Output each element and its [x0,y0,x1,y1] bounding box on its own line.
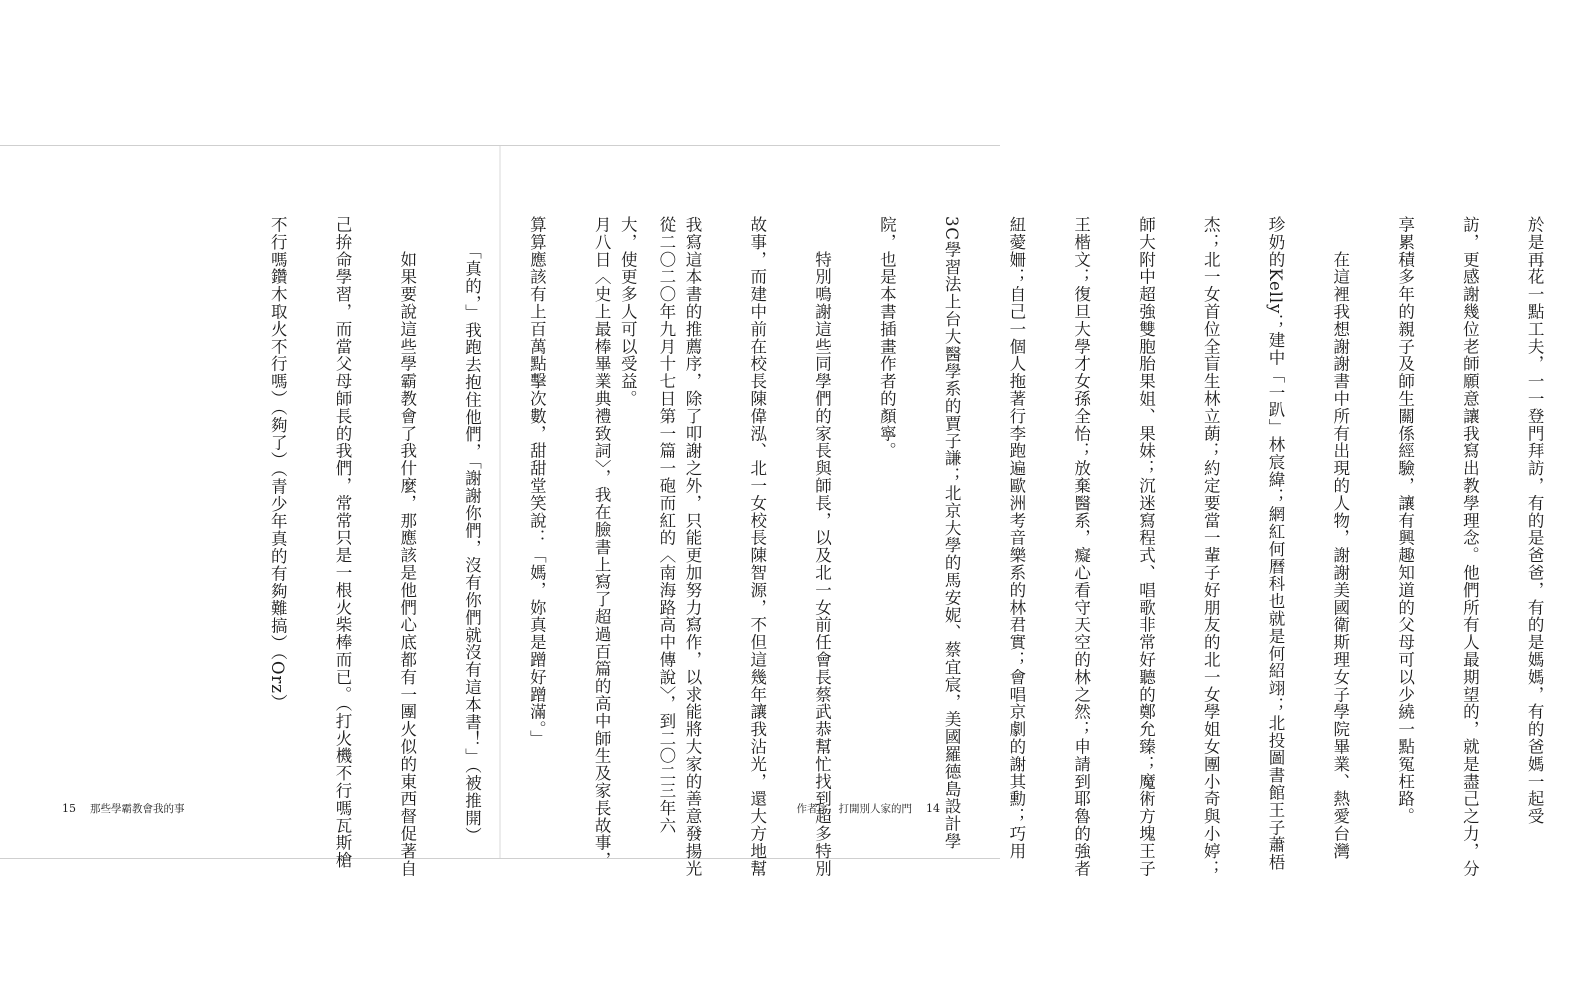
text-line: 享累積多年的親子及師生關係經驗，讓有興趣知道的父母可以少繞一點冤枉路。 [1395,216,1415,825]
text-line: 於是再花一點工夫，一一登門拜訪，有的是爸爸，有的是媽媽，有的爸媽一起受 [1525,216,1545,825]
text-line: 大，使更多人可以受益。 [618,216,638,408]
text-line: 王楷文；復旦大學才女孫全怡；放棄醫系，癡心看守天空的林之然；申請到耶魯的強者 [1071,216,1091,878]
text-line: 從二〇二〇年九月十七日第一篇一砲而紅的〈南海路高中傳說〉，到二〇二三年六 [656,216,676,835]
text-line: 我寫這本書的推薦序，除了叩謝之外，只能更加努力寫作，以求能將大家的善意發揚光 [682,216,702,878]
running-title: 作者序．打開別人家的門 [796,803,912,815]
text-line: 杰；北一女首位全盲生林立蓢；約定要當一輩子好朋友的北一女學姐女團小奇與小婷； [1201,216,1221,878]
text-line: 珍奶的Kelly；建中「一趴」林宸緯；網紅何曆科也就是何紹翊；北投圖書館王子蕭梧 [1266,216,1285,872]
text-line: 不行嗎鑽木取火不行嗎）（夠了）（青少年真的有夠難搞）（Orz） [268,216,288,712]
text-line: 在這裡我想謝謝書中所有出現的人物，謝謝美國衛斯理女子學院畢業、熱愛台灣 [1330,216,1350,860]
text-line: 特別鳴謝這些同學們的家長與師長，以及北一女前任會長蔡武恭幫忙找到超多特別 [812,216,832,878]
left-page-body [245,216,720,878]
text-line: 故事，而建中前在校長陳偉泓、北一女校長陳智源，不但這幾年讓我沾光，還大方地幫 [747,216,767,878]
text-line: 3C學習法上台大醫學系的賈子謙；北京大學的馬安妮、蔡宜宸，美國羅德島設計學 [942,216,962,850]
text-line: 師大附中超強雙胞胎果姐、果妹；沉迷寫程式、唱歌非常好聽的鄭允臻；魔術方塊王子 [1136,216,1156,878]
right-page-footer [797,801,941,816]
text-line: 「真的，」我跑去抱住他們，「謝謝你們，沒有你們就沒有這本書！」（被推開） [462,216,482,845]
page-number: 15 [62,802,76,815]
page-number: 14 [926,802,940,815]
text-line: 紐薆姍；自己一個人拖著行李跑遍歐洲考音樂系的林君實；會唱京劇的謝其勳；巧用 [1006,216,1026,860]
text-line: 如果要說這些學霸教會了我什麼，那應該是他們心底都有一團火似的東西督促著自 [397,216,417,878]
text-line: 訪，更感謝幾位老師願意讓我寫出教學理念。他們所有人最期望的，就是盡己之力，分 [1460,216,1480,878]
text-line: 己拚命學習，而當父母師長的我們，常常只是一根火柴棒而已。（打火機不行嗎瓦斯槍 [332,216,352,869]
text-line: 算算應該有上百萬點擊次數，甜甜堂笑說：「媽，妳真是蹭好蹭滿。」 [527,216,547,748]
running-title: 那些學霸教會我的事 [90,803,185,815]
text-line: 月八日〈史上最棒畢業典禮致詞〉，我在臉書上寫了超過百篇的高中師生及家長故事， [592,216,612,869]
text-line: 院，也是本書插畫作者的顏寧。 [877,216,897,460]
left-page-footer [62,801,185,816]
